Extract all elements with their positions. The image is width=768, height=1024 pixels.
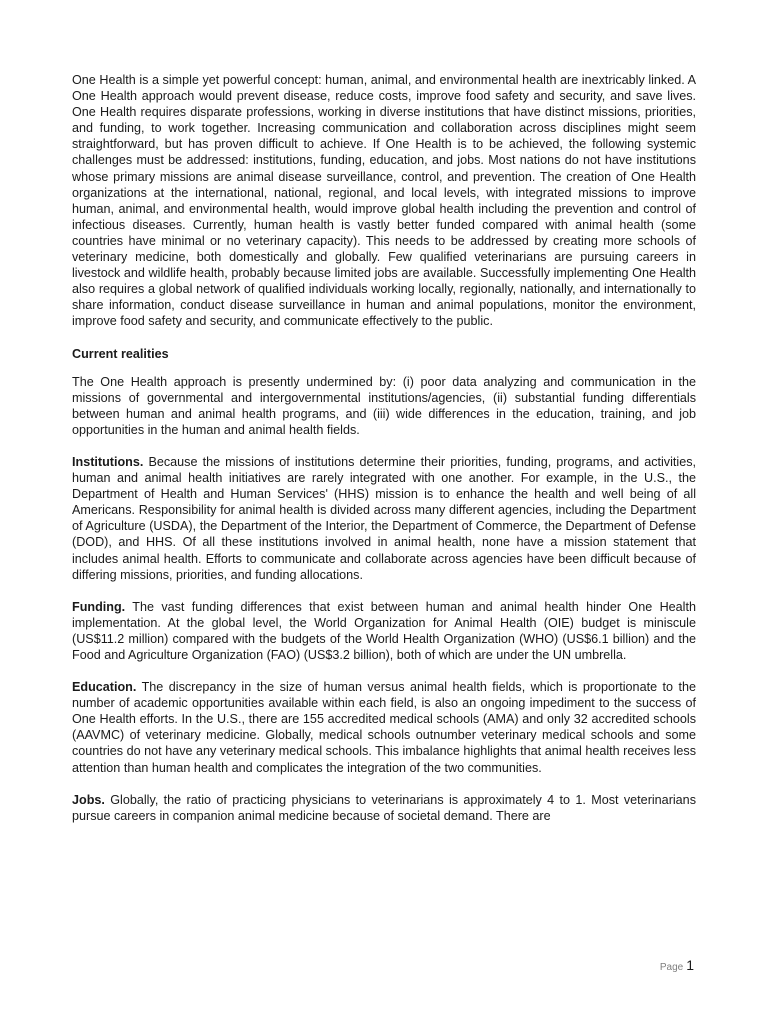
education-paragraph <box>72 679 696 776</box>
paragraph-lead: Education. <box>72 680 137 695</box>
paragraph-lead: Institutions. <box>72 454 144 469</box>
paragraph-lead: Jobs. <box>72 792 105 807</box>
page-number: 1 <box>686 957 694 973</box>
paragraph-text: The discrepancy in the size of human versus animal health fields, which is proportionate to the number of academic opportunities available within each field, is also an ongoing impediment to the success of One Health efforts. In the U.S., there are 155 accredited medical schools (AMA) and only 32 accredited schools (AAVMC) of veterinary medicine. Globally, medical schools outnumber veterinary medical schools and some countries do not have any veterinary medical schools. This imbalance highlights that animal health receives less attention than human health and complicates the integration of the two communities. <box>72 680 696 775</box>
paragraph-text: Because the missions of institutions determine their priorities, funding, programs, and activities, human and animal health initiatives are rarely integrated with one another. For example, in the U.S., the Department of Health and Human Services' (HHS) mission is to enhance the health and well being of all Americans. Responsibility for animal health is divided across many different agencies, including the Department of Agriculture (USDA), the Department of the Interior, the Department of Commerce, the Department of Defense (DOD), and HHS. Of all these institutions involved in animal health, none have a mission statement that includes animal health. Efforts to communicate and collaborate across agencies have been difficult because of differing missions, priorities, and funding allocations. <box>72 454 696 582</box>
institutions-paragraph <box>72 454 696 583</box>
page-footer <box>660 957 694 973</box>
intro-paragraph: One Health is a simple yet powerful concept: human, animal, and environmental health are inextricably linked. A One Health approach would prevent disease, reduce costs, improve food safety and security, and save lives. One Health requires disparate professions, working in diverse institutions that have distinct missions, priorities, and funding, to work together. Increasing communication and collaboration across disciplines might seem straightforward, but has proven difficult to achieve. If One Health is to be achieved, the following systemic challenges must be addressed: institutions, funding, education, and jobs. Most nations do not have institutions whose primary missions are animal disease surveillance, control, and prevention. The creation of One Health organizations at the international, national, regional, and local levels, with integrated missions to improve human, animal, and environmental health, would improve global health including the prevention and control of infectious diseases. Currently, human health is vastly better funded compared with animal health (some countries have minimal or no veterinary capacity). This needs to be addressed by creating more schools of veterinary medicine, both domestically and globally. Few qualified veterinarians are pursuing careers in livestock and wildlife health, probably because limited jobs are available. Successfully implementing One Health also requires a global network of qualified individuals working locally, regionally, nationally, and internationally to share information, conduct disease surveillance in human and animal populations, monitor the environment, improve food safety and security, and communicate effectively to the public. <box>72 73 696 329</box>
jobs-paragraph <box>72 792 696 824</box>
paragraph-lead: Funding. <box>72 599 126 614</box>
paragraph-text: Globally, the ratio of practicing physicians to veterinarians is approximately 4 to 1. Most veterinarians pursue careers in companion animal medicine because of societal demand. There are <box>72 792 696 823</box>
section-intro-paragraph: The One Health approach is presently undermined by: (i) poor data analyzing and communication in the missions of governmental and intergovernmental institutions/agencies, (ii) substantial funding differentials between human and animal health programs, and (iii) wide differences in the education, training, and job opportunities in the human and animal health fields. <box>72 374 696 437</box>
section-heading: Current realities <box>72 346 169 361</box>
page-label: Page <box>659 962 684 973</box>
paragraph-text: The vast funding differences that exist between human and animal health hinder One Health implementation. At the global level, the World Organization for Animal Health (OIE) budget is miniscule (US$11.2 million) compared with the budgets of the World Health Organization (WHO) (US$6.1 billion) and the Food and Agriculture Organization (FAO) (US$3.2 billion), both of which are under the UN umbrella. <box>72 599 696 662</box>
funding-paragraph <box>72 599 696 663</box>
document-page <box>72 72 696 840</box>
